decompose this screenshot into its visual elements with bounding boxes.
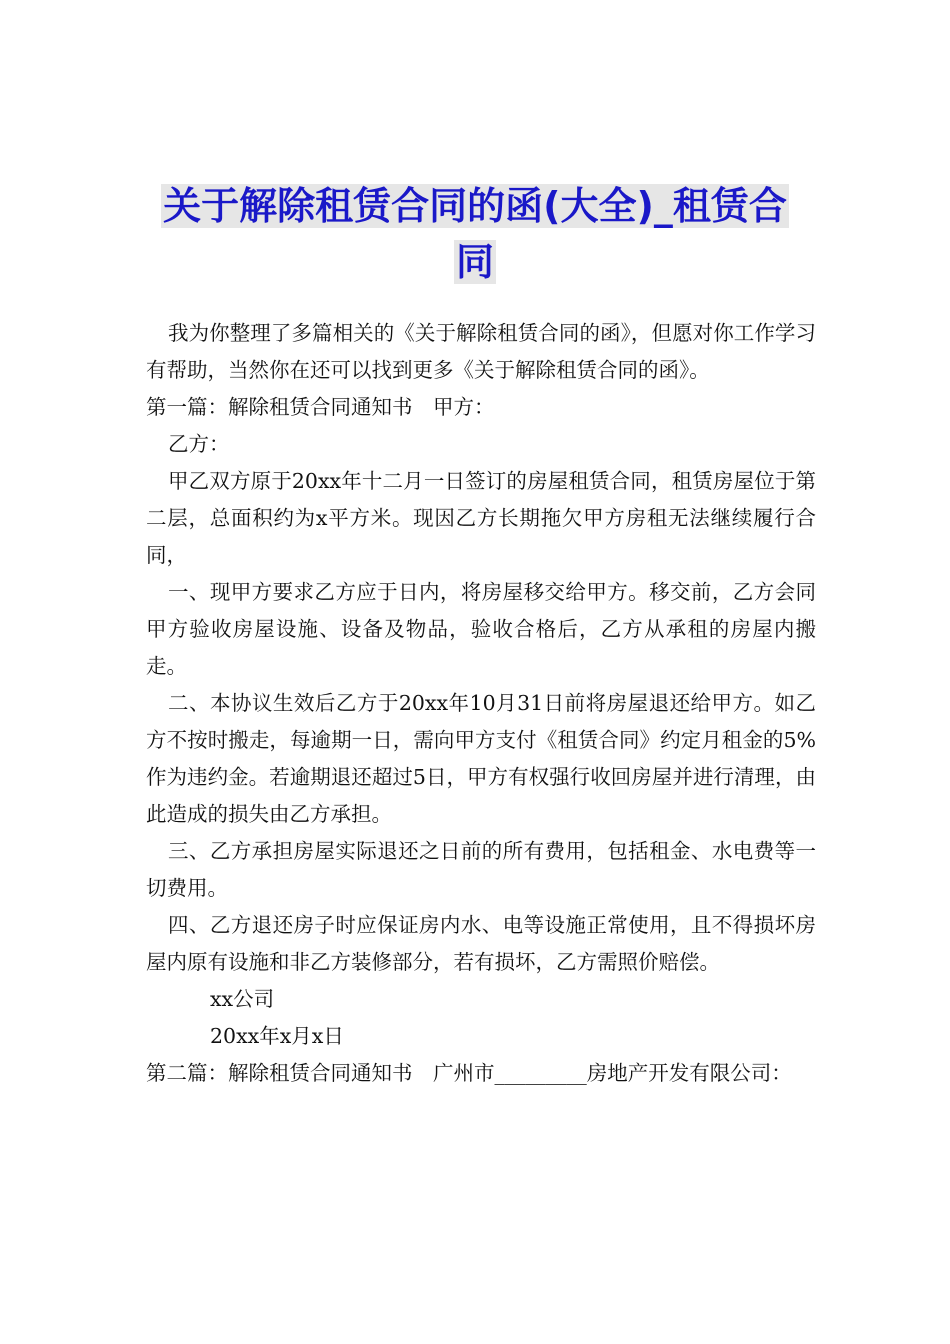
section-1-heading: 第一篇：解除租赁合同通知书 甲方： <box>146 395 495 419</box>
signature-company: xx公司 <box>210 987 275 1011</box>
document-body <box>146 315 816 1092</box>
intro-paragraph: 我为你整理了多篇相关的《关于解除租赁合同的函》，但愿对你工作学习有帮助，当然你在还可以找到更多《关于解除租赁合同的函》。 <box>146 321 816 382</box>
section-2-heading: 第二篇：解除租赁合同通知书 广州市_________房地产开发有限公司： <box>146 1061 792 1085</box>
title-line-1: 关于解除租赁合同的函(大全)_租赁合 <box>163 184 787 228</box>
clause-4: 四、乙方退还房子时应保证房内水、电等设施正常使用，且不得损坏房屋内原有设施和非乙方装修部分，若有损坏，乙方需照价赔偿。 <box>146 913 816 974</box>
contract-background-paragraph: 甲乙双方原于20xx年十二月一日签订的房屋租赁合同，租赁房屋位于第二层，总面积约为x平方米。现因乙方长期拖欠甲方房租无法继续履行合同， <box>146 469 816 567</box>
document-title <box>150 178 800 290</box>
clause-3: 三、乙方承担房屋实际退还之日前的所有费用，包括租金、水电费等一切费用。 <box>146 839 816 900</box>
title-line-2: 同 <box>455 240 494 284</box>
party-b-label: 乙方： <box>168 432 230 456</box>
signature-date: 20xx年x月x日 <box>210 1024 344 1048</box>
clause-2: 二、本协议生效后乙方于20xx年10月31日前将房屋退还给甲方。如乙方不按时搬走，每逾期一日，需向甲方支付《租赁合同》约定月租金的5%作为违约金。若逾期退还超过5日，甲方有权强行收回房屋并进行清理，由此造成的损失由乙方承担。 <box>146 691 816 826</box>
clause-1: 一、现甲方要求乙方应于日内，将房屋移交给甲方。移交前，乙方会同甲方验收房屋设施、设备及物品，验收合格后，乙方从承租的房屋内搬走。 <box>146 580 816 678</box>
